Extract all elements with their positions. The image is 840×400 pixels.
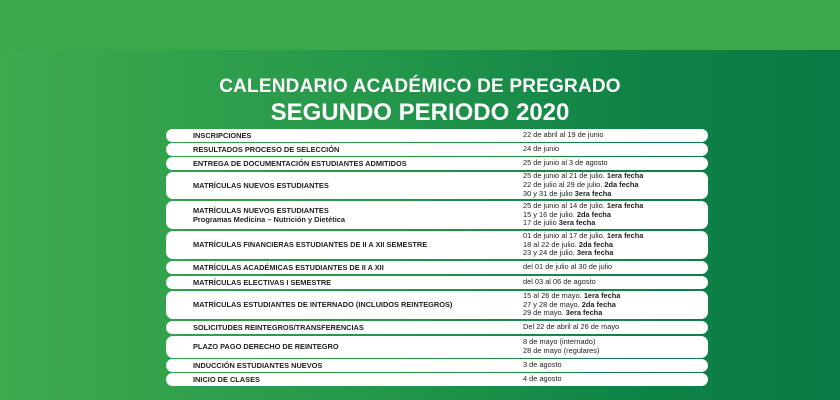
row-value-line: del 03 al 06 de agosto (523, 277, 596, 287)
row-value-line: del 01 de julio al 30 de julio (523, 262, 613, 272)
row-value-line: 3 de agosto (523, 360, 562, 370)
row-label: RESULTADOS PROCESO DE SELECCIÓN (193, 144, 340, 154)
row-value-line: 22 de julio al 29 de julio. 2da fecha (523, 180, 639, 190)
row-value-line: 24 de junio (523, 144, 560, 154)
row-label: MATRÍCULAS NUEVOS ESTUDIANTES (193, 180, 329, 190)
row-label: INICIO DE CLASES (193, 374, 260, 384)
top-band (0, 0, 840, 50)
table-row (166, 261, 708, 274)
row-value-line: 30 y 31 de julio 3era fecha (523, 188, 612, 198)
row-label: PLAZO PAGO DERECHO DE REINTEGRO (193, 342, 339, 352)
row-label: MATRÍCULAS NUEVOS ESTUDIANTES (193, 205, 329, 215)
row-sublabel: Programas Medicina – Nutrición y Dietética (193, 215, 345, 224)
table-row (166, 336, 708, 358)
row-label: MATRÍCULAS ACADÉMICAS ESTUDIANTES DE II A XII (193, 262, 384, 272)
table-row (166, 321, 708, 334)
row-value-line: 23 y 24 de julio. 3era fecha (523, 248, 614, 258)
row-label: MATRÍCULAS FINANCIERAS ESTUDIANTES DE II A XII SEMESTRE (193, 240, 428, 250)
row-value-line: 01 de junio al 17 de julio. 1era fecha (523, 230, 644, 240)
row-label: SOLICITUDES REINTEGROS/TRANSFERENCIAS (193, 322, 364, 332)
row-value-line: 25 de junio al 21 de julio. 1era fecha (523, 171, 644, 181)
table-row (166, 291, 708, 319)
table-row (166, 143, 708, 156)
page-title: CALENDARIO ACADÉMICO DE PREGRADO (219, 76, 621, 97)
row-value-line: 4 de agosto (523, 374, 562, 384)
table-row (166, 359, 708, 372)
table-row (166, 129, 708, 142)
row-value-line: 17 de julio 3era fecha (523, 218, 596, 228)
row-label: INDUCCIÓN ESTUDIANTES NUEVOS (193, 360, 323, 370)
row-label: MATRÍCULAS ESTUDIANTES DE INTERNADO (INCLUIDOS REINTEGROS) (193, 300, 453, 310)
table-row (166, 157, 708, 170)
row-value-line: Del 22 de abril al 26 de mayo (523, 322, 620, 332)
table-row (166, 172, 708, 199)
table-row (166, 201, 708, 229)
row-value-line: 25 de junio al 3 de agosto (523, 158, 608, 168)
row-value-line: 29 de mayo. 3era fecha (523, 308, 603, 318)
row-label: MATRÍCULAS ELECTIVAS I SEMESTRE (193, 277, 332, 287)
table-row (166, 373, 708, 386)
table-row (166, 231, 708, 259)
row-value-line: 27 y 28 de mayo. 2da fecha (523, 299, 616, 309)
page-subtitle: SEGUNDO PERIODO 2020 (270, 99, 570, 126)
row-value-line: 8 de mayo (internado) (523, 337, 596, 347)
row-value-line: 25 de junio al 14 de julio. 1era fecha (523, 200, 644, 210)
table-row (166, 276, 708, 289)
row-value-line: 15 y 16 de julio. 2da fecha (523, 209, 611, 219)
row-label: INSCRIPCIONES (193, 130, 252, 140)
row-value-line: 18 al 22 de julio. 2da fecha (523, 239, 613, 249)
row-value-line: 22 de abril al 19 de junio (523, 130, 604, 140)
row-value-line: 28 de mayo (regulares) (523, 346, 600, 355)
row-value-line: 15 al 26 de mayo. 1era fecha (523, 290, 621, 300)
row-label: ENTREGA DE DOCUMENTACIÓN ESTUDIANTES ADMITIDOS (193, 158, 407, 168)
